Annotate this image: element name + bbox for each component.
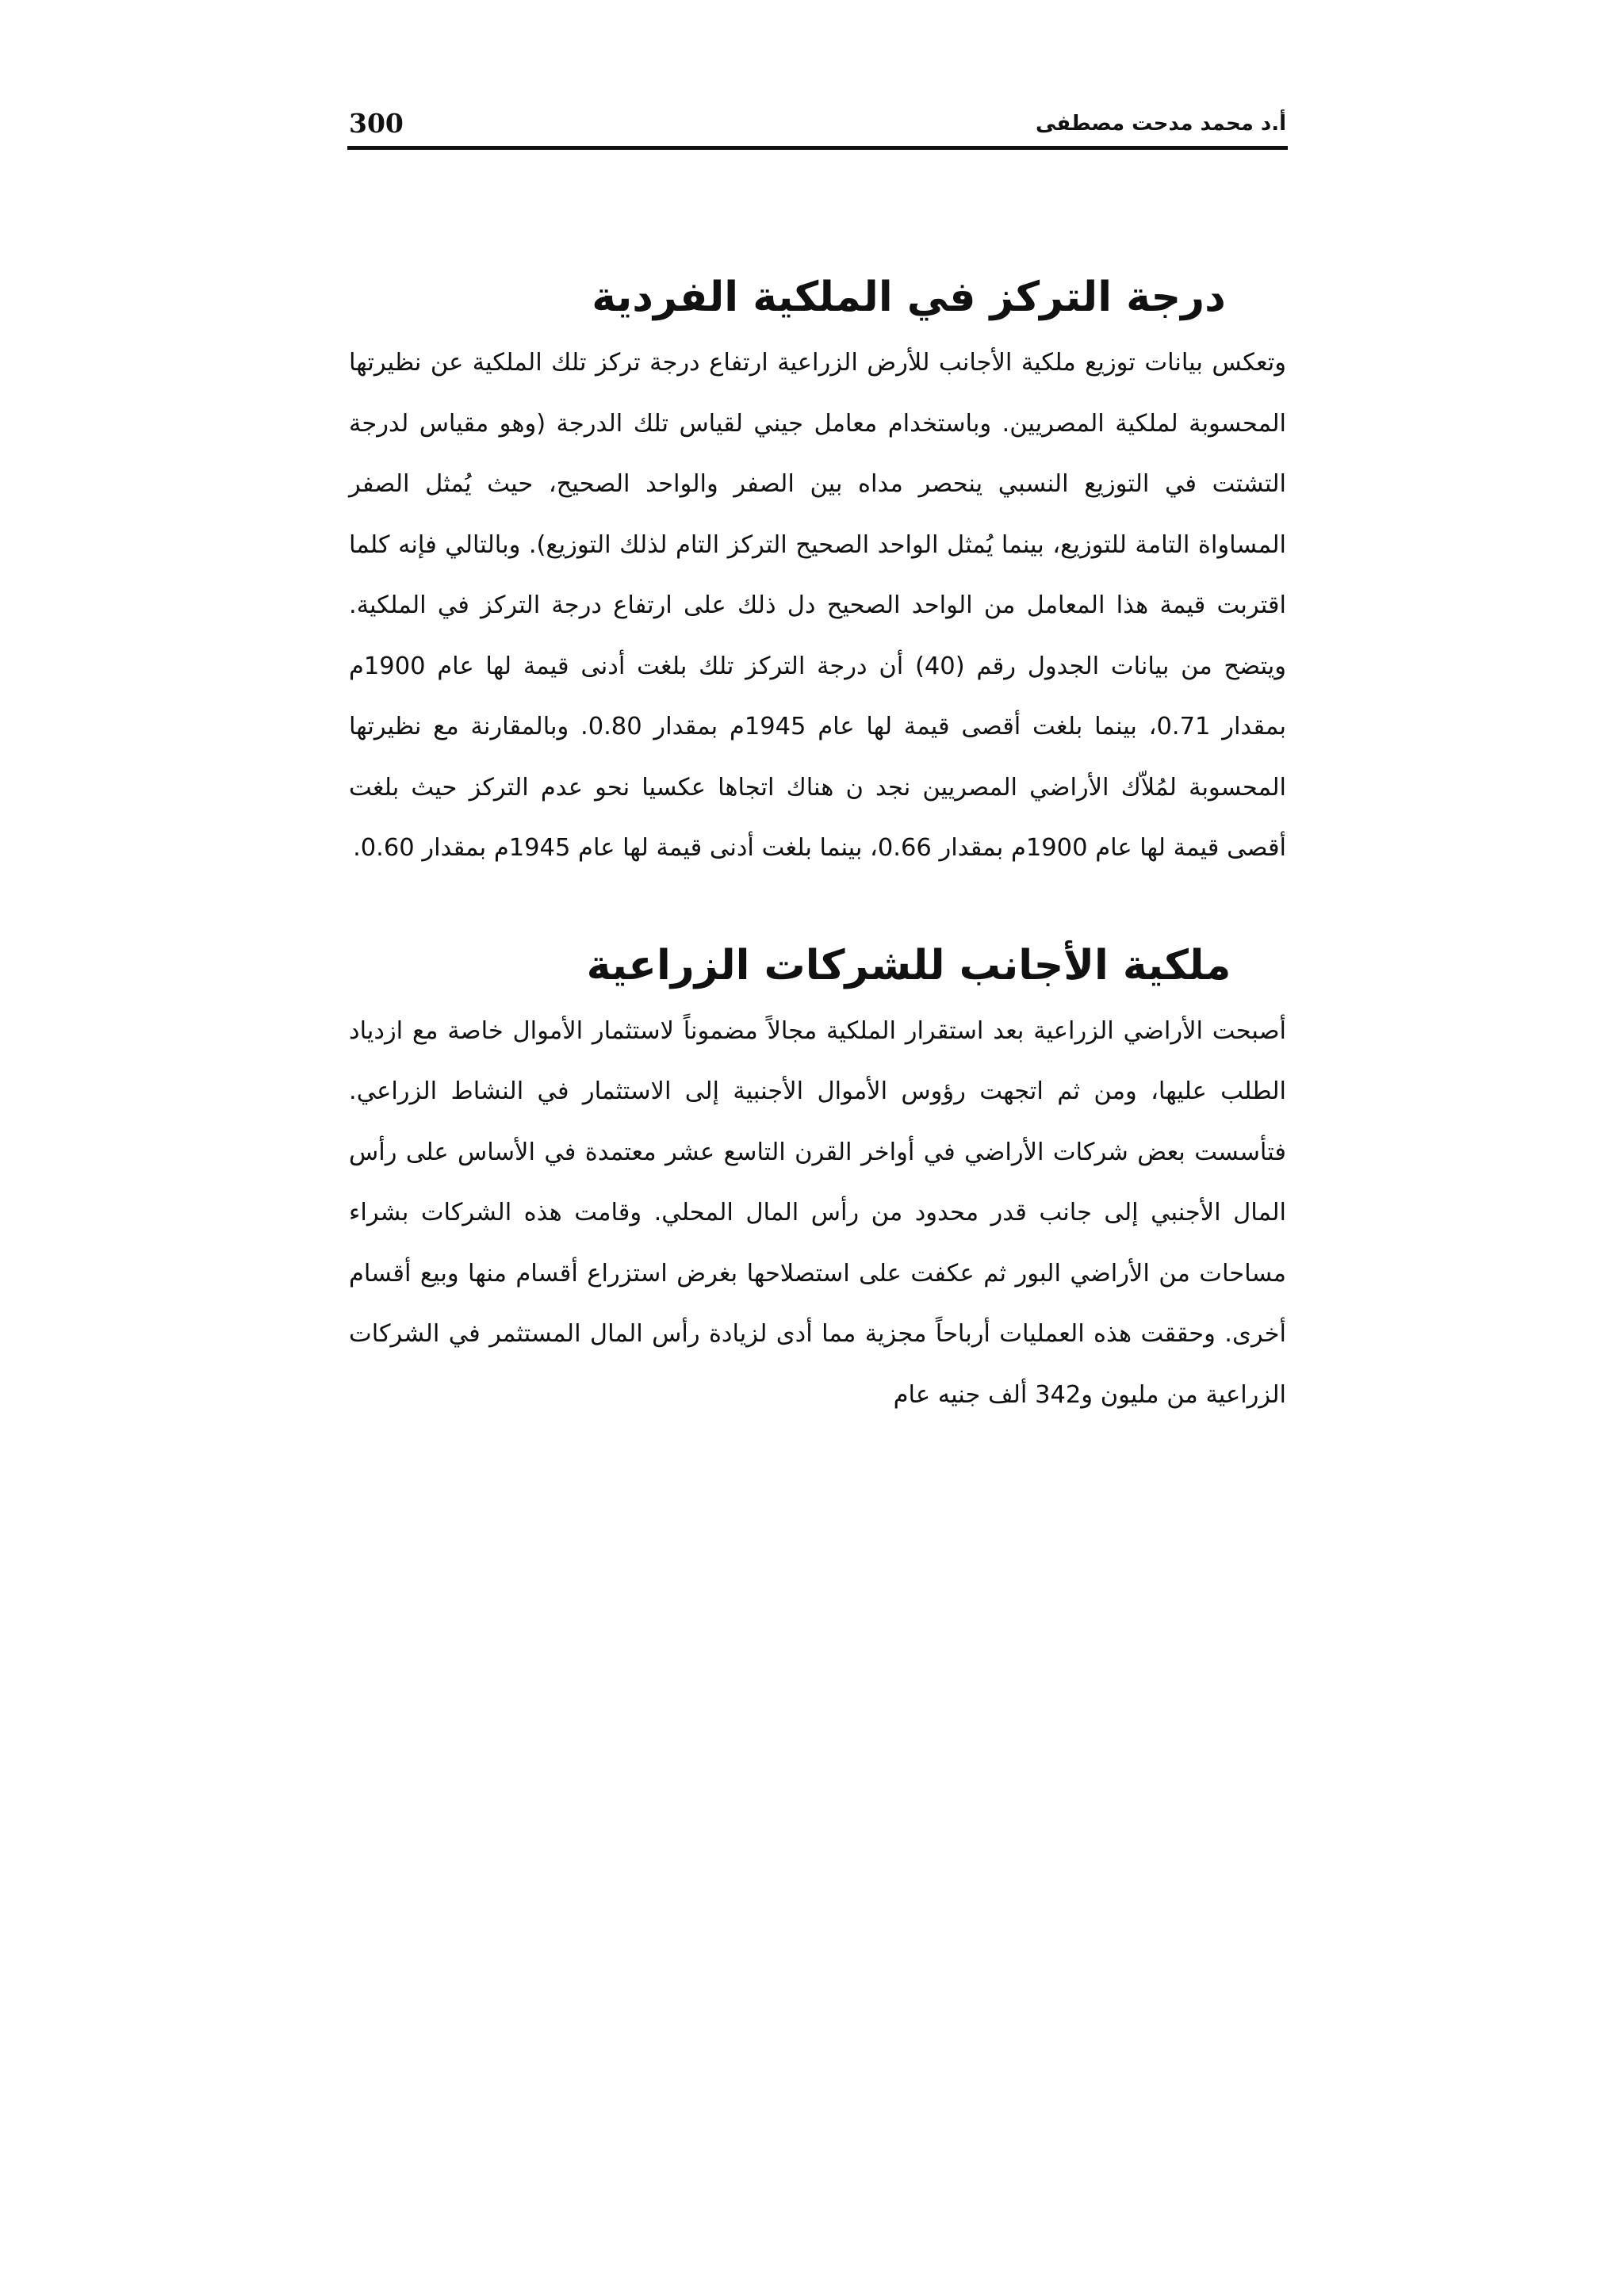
section-heading-concentration: درجة التركز في الملكية الفردية: [592, 274, 1226, 321]
paragraph-concentration: وتعكس بيانات توزيع ملكية الأجانب للأرض الزراعية ارتفاع درجة تركز تلك الملكية عن نظيرتها المحسوبة لملكية المصريين. وباستخدام معامل جيني لقياس تلك الدرجة (وهو مقياس لدرجة التشتت في التوزيع النسبي ينحصر مداه بين الصفر والواحد الصحيح، حيث يُمثل الصفر المساواة التامة للتوزيع، بينما يُمثل الواحد الصحيح التركز التام لذلك التوزيع). وبالتالي فإنه كلما اقتربت قيمة هذا المعامل من الواحد الصحيح دل ذلك على ارتفاع درجة التركز في الملكية. ويتضح من بيانات الجدول رقم (40) أن درجة التركز تلك بلغت أدنى قيمة لها عام 1900م بمقدار 0.71، بينما بلغت أقصى قيمة لها عام 1945م بمقدار 0.80. وبالمقارنة مع نظيرتها المحسوبة لمُلاّك الأراضي المصريين نجد ن هناك اتجاها عكسيا نحو عدم التركز حيث بلغت أقصى قيمة لها عام 1900م بمقدار 0.66، بينما بلغت أدنى قيمة لها عام 1945م بمقدار 0.60.: [349, 349, 1286, 862]
page-content: [349, 262, 1286, 1425]
section-concentration: [349, 262, 1286, 879]
page-header: [349, 101, 1286, 146]
section-agricultural-companies: [349, 930, 1286, 1426]
section-heading-agricultural-companies: ملكية الأجانب للشركات الزراعية: [586, 941, 1231, 989]
paragraph-agricultural-companies: أصبحت الأراضي الزراعية بعد استقرار الملكية مجالاً مضموناً لاستثمار الأموال خاصة مع ازدياد الطلب عليها، ومن ثم اتجهت رؤوس الأموال الأجنبية إلى الاستثمار في النشاط الزراعي. فتأسست بعض شركات الأراضي في أواخر القرن التاسع عشر معتمدة في الأساس على رأس المال الأجنبي إلى جانب قدر محدود من رأس المال المحلي. وقامت هذه الشركات بشراء مساحات من الأراضي البور ثم عكفت على استصلاحها بغرض استزراع أقسام منها وبيع أقسام أخرى. وحققت هذه العمليات أرباحاً مجزية مما أدى لزيادة رأس المال المستثمر في الشركات الزراعية من مليون و342 ألف جنيه عام: [349, 1016, 1286, 1409]
page-number: 300: [349, 108, 404, 139]
author-name: أ.د محمد مدحت مصطفى: [1035, 112, 1286, 136]
header-divider: [347, 146, 1288, 150]
